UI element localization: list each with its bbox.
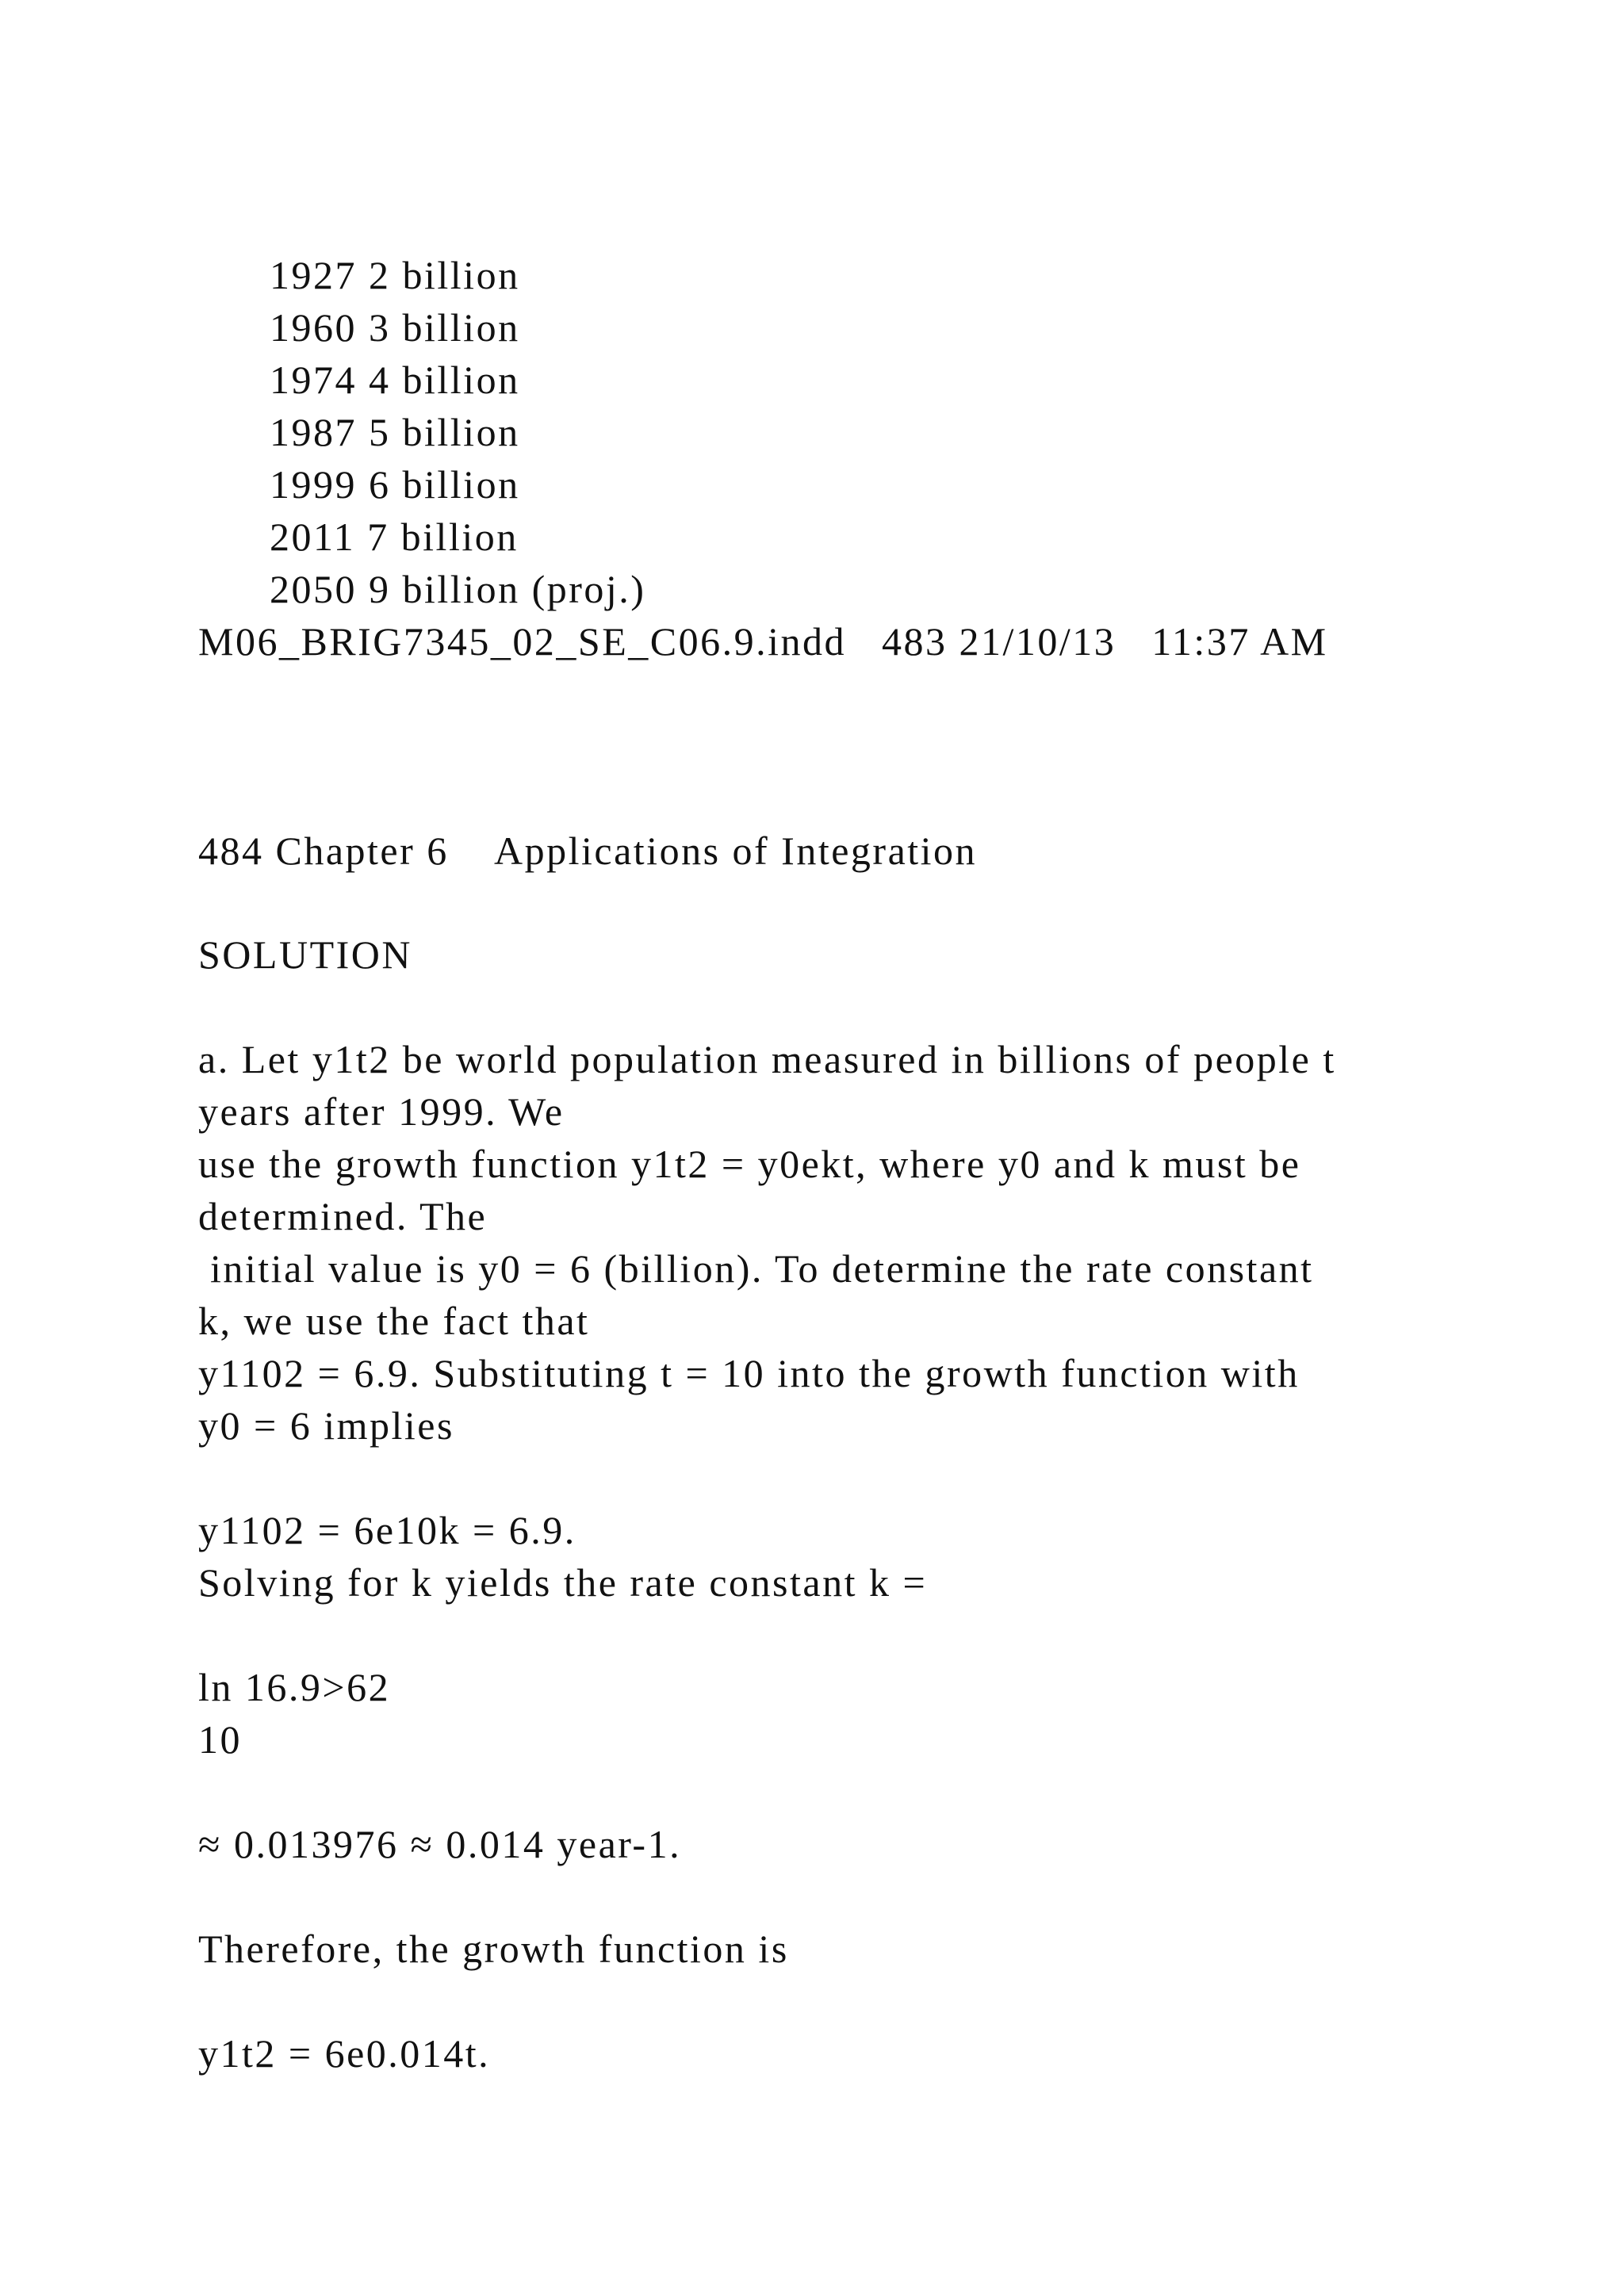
print-slug: M06_BRIG7345_02_SE_C06.9.indd 483 21/10/13 11:37 AM bbox=[198, 619, 1328, 664]
solution-line: k, we use the fact that bbox=[198, 1299, 590, 1343]
population: 3 billion bbox=[369, 305, 520, 350]
year: 1960 bbox=[270, 305, 357, 350]
solution-line: a. Let y1t2 be world population measured in billions of people t bbox=[198, 1037, 1336, 1081]
solution-line: years after 1999. We bbox=[198, 1089, 565, 1134]
running-head: 484 Chapter 6 Applications of Integration bbox=[198, 828, 978, 873]
population: 9 billion (proj.) bbox=[369, 567, 646, 611]
year: 1974 bbox=[270, 358, 357, 402]
population: 7 billion bbox=[367, 515, 519, 559]
year: 2050 bbox=[270, 567, 357, 611]
fraction-numerator: ln 16.9>62 bbox=[198, 1665, 391, 1709]
solving-text: Solving for k yields the rate constant k = bbox=[198, 1560, 928, 1605]
approximation: ≈ 0.013976 ≈ 0.014 year-1. bbox=[198, 1822, 682, 1866]
population: 4 billion bbox=[369, 358, 520, 402]
population: 2 billion bbox=[369, 253, 520, 297]
year: 2011 bbox=[270, 515, 356, 559]
equation: y1102 = 6e10k = 6.9. bbox=[198, 1508, 576, 1552]
year: 1999 bbox=[270, 462, 357, 507]
solution-line: initial value is y0 = 6 (billion). To determine the rate constant bbox=[198, 1246, 1314, 1291]
population: 5 billion bbox=[369, 410, 520, 454]
year: 1927 bbox=[270, 253, 357, 297]
growth-function: y1t2 = 6e0.014t. bbox=[198, 2031, 491, 2076]
solution-line: y0 = 6 implies bbox=[198, 1403, 454, 1448]
solution-line: use the growth function y1t2 = y0ekt, where y0 and k must be bbox=[198, 1142, 1301, 1186]
therefore-text: Therefore, the growth function is bbox=[198, 1927, 789, 1971]
fraction-denominator: 10 bbox=[198, 1717, 242, 1762]
population: 6 billion bbox=[369, 462, 520, 507]
solution-heading: SOLUTION bbox=[198, 932, 412, 977]
solution-line: determined. The bbox=[198, 1194, 488, 1238]
solution-line: y1102 = 6.9. Substituting t = 10 into the growth function with bbox=[198, 1351, 1300, 1395]
year: 1987 bbox=[270, 410, 357, 454]
